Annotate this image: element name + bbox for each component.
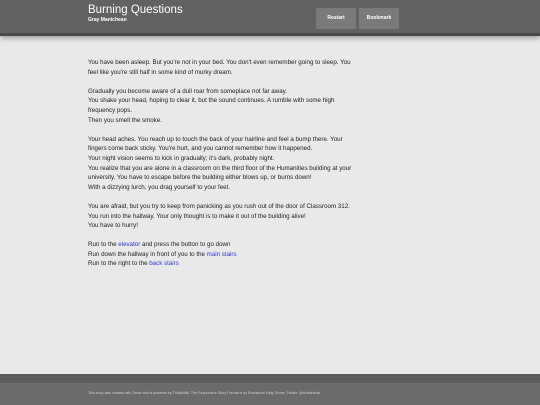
passage-line: You are afraid, but you try to keep from panicking as you rush out of the door of Classroom 312. (88, 202, 350, 210)
passage-line: Gradually you become aware of a dull roar from someplace not far away. (88, 87, 288, 95)
choice-text: Run to the (88, 241, 119, 249)
story-footer (0, 383, 540, 405)
choice-text: Run down the hallway in front of you to the (88, 250, 207, 258)
passage-paragraph (88, 202, 360, 231)
story-header (0, 0, 540, 36)
story-title: Burning Questions (88, 4, 183, 16)
passage-line: You shake your head, hoping to clear it, but the sound continues. A rumble with some high frequency pops. (88, 97, 335, 114)
passage-content (88, 58, 360, 279)
passage-line: You have been asleep. But you're not in your bed. You don't even remember going to sleep. You feel like you're still half in some kind of murky dream. (88, 59, 351, 76)
passage-paragraph (88, 135, 360, 193)
passage-line: You realize that you are alone in a classroom on the third floor of the Humanities building at your university. You have to escape before the building either blows up, or burns down! (88, 164, 352, 182)
elevator-link[interactable]: elevator (118, 241, 141, 249)
passage-line: You have to hurry! (88, 222, 138, 230)
back-stairs-link[interactable]: back stairs (149, 260, 179, 268)
bookmark-button[interactable]: Bookmark (359, 8, 399, 29)
restart-button[interactable]: Restart (316, 8, 356, 29)
choice-text: Run to the right to the (88, 260, 150, 268)
choice-back-stairs (88, 259, 360, 269)
choice-text: and press the button to go down (140, 241, 231, 249)
choice-main-stairs (88, 250, 360, 260)
passage-line: Your head aches. You reach up to touch the back of your hairline and feel a bump there. Your fingers come back sticky. You're hurt, and you cannot remember how it happened. (88, 135, 343, 153)
choice-list (88, 240, 360, 269)
footer-credit: This story was created with Twine and is powered by TiddlyWiki. The Responsive Story Format is by Emmanuel King Turner. Twitter: @dotminimal (88, 391, 321, 395)
footer-divider (0, 374, 540, 383)
passage-paragraph (88, 58, 360, 77)
passage-line: Your night vision seems to kick in gradually; it's dark, probably night. (88, 154, 275, 162)
passage-paragraph (88, 87, 360, 125)
passage-line: You run into the hallway. Your only thought is to make it out of the building alive! (88, 212, 306, 220)
story-author: Gray Manichean (88, 17, 127, 23)
main-stairs-link[interactable]: main stairs (206, 250, 237, 258)
passage-line: With a dizzying lurch, you drag yourself to your feet. (88, 183, 231, 191)
passage-line: Then you smell the smoke. (88, 116, 162, 124)
choice-elevator (88, 240, 360, 250)
